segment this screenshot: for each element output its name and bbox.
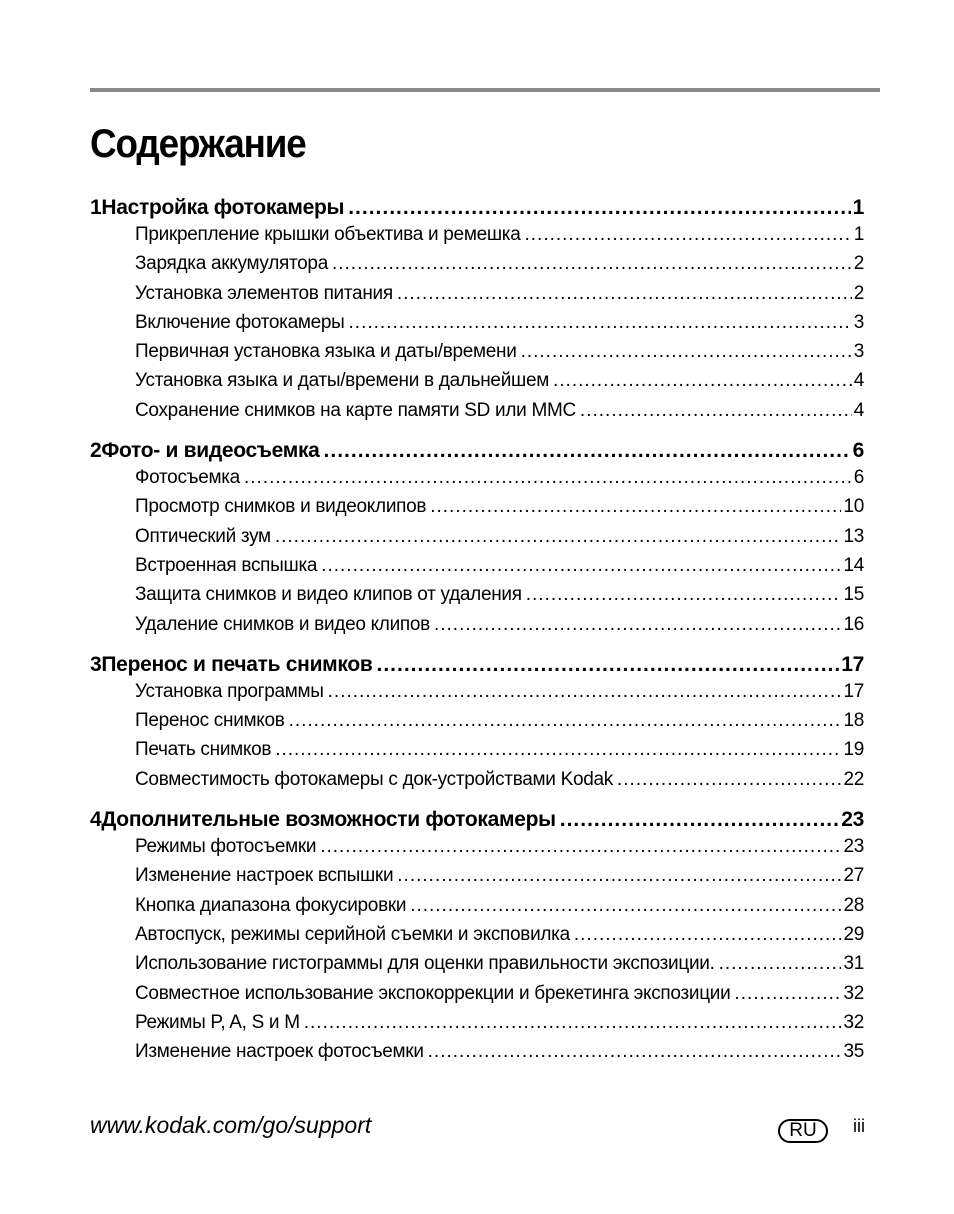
dot-leader [275,739,841,761]
dot-leader [328,681,842,703]
dot-leader [553,370,852,392]
section-page: 1 [852,196,864,219]
dot-leader [349,312,852,334]
toc-item-page: 18 [843,710,864,732]
section-number: 3 [90,652,102,676]
dot-leader [617,769,841,791]
toc-item-label: Удаление снимков и видео клипов [135,613,430,635]
section-number: 1 [90,196,102,219]
toc-item-page: 1 [853,224,864,245]
toc-item-page: 31 [843,953,864,975]
dot-leader [524,224,851,246]
toc-item[interactable] [90,681,864,710]
dot-leader [734,983,841,1005]
toc-item-page: 32 [843,982,864,1004]
toc-section-3 [90,653,864,798]
toc-item-label: Установка программы [135,680,324,702]
toc-item-page: 10 [843,496,864,518]
footer-url-link[interactable]: www.kodak.com/go/support [90,1112,372,1138]
toc-item-page: 2 [853,282,864,304]
section-title: Перенос и печать снимков [101,652,373,676]
toc-item-label: Режимы фотосъемки [135,836,317,858]
toc-item[interactable] [90,555,864,584]
toc-item[interactable] [90,1041,864,1070]
dot-leader [521,341,852,363]
page-number: iii [853,1116,865,1136]
toc-item[interactable] [90,224,864,253]
toc-item-label: Установка элементов питания [135,282,393,304]
dot-leader [376,653,839,677]
toc-item[interactable] [90,739,864,768]
toc-item-page: 3 [853,341,864,363]
dot-leader [574,924,842,946]
toc-item-label: Установка языка и даты/времени в дальнейшем [135,370,549,392]
toc-item-label: Сохранение снимков на карте памяти SD или MMC [135,399,576,421]
toc-item[interactable] [90,769,864,798]
toc-item[interactable] [90,496,864,525]
section-title: Дополнительные возможности фотокамеры [101,808,556,832]
toc-section-4 [90,808,864,1070]
toc-item[interactable] [90,983,864,1012]
toc-item-page: 2 [853,253,864,275]
language-badge: RU [778,1119,828,1143]
dot-leader [410,895,841,917]
toc-item[interactable] [90,614,864,643]
dot-leader [397,865,841,887]
section-title: Настройка фотокамеры [101,196,345,219]
dot-leader [719,953,842,975]
toc-item[interactable] [90,283,864,312]
toc-item-page: 6 [853,467,864,489]
table-of-contents [90,196,864,1080]
toc-item[interactable] [90,253,864,282]
toc-item-label: Печать снимков [135,739,272,761]
toc-section-2 [90,439,864,643]
toc-section-1 [90,196,864,429]
toc-item[interactable] [90,467,864,496]
toc-item-page: 17 [843,680,864,702]
toc-item[interactable] [90,1012,864,1041]
toc-item-label: Встроенная вспышка [135,554,318,576]
toc-item[interactable] [90,865,864,894]
toc-item[interactable] [90,953,864,982]
dot-leader [434,614,842,636]
toc-item-label: Включение фотокамеры [135,311,345,333]
dot-leader [289,710,842,732]
section-number: 4 [90,808,102,832]
toc-item-page: 22 [843,768,864,790]
dot-leader [304,1012,842,1034]
dot-leader [244,467,852,489]
toc-item-page: 32 [843,1011,864,1033]
dot-leader [580,400,852,422]
dot-leader [397,283,852,305]
toc-item[interactable] [90,584,864,613]
toc-item-label: Изменение настроек вспышки [135,865,394,887]
toc-item-page: 4 [853,370,864,392]
top-rule [90,88,880,92]
section-title: Фото- и видеосъемка [101,439,320,463]
toc-item[interactable] [90,924,864,953]
dot-leader [332,253,852,275]
section-number: 2 [90,439,102,463]
toc-item[interactable] [90,400,864,429]
section-page: 17 [841,652,864,676]
toc-item-page: 28 [843,894,864,916]
toc-section-heading[interactable] [90,196,864,224]
toc-item-label: Просмотр снимков и видеоклипов [135,496,427,518]
dot-leader [348,196,850,220]
toc-item-page: 16 [843,613,864,635]
toc-item-page: 19 [843,739,864,761]
toc-section-heading[interactable] [90,439,864,467]
toc-item[interactable] [90,312,864,341]
toc-item-label: Совместимость фотокамеры с док-устройствами Kodak [135,768,613,790]
toc-item-label: Перенос снимков [135,710,285,732]
section-page: 6 [852,439,864,463]
dot-leader [275,526,842,548]
toc-item-label: Первичная установка языка и даты/времени [135,341,517,363]
toc-item[interactable] [90,341,864,370]
toc-item-page: 14 [843,554,864,576]
toc-item-label: Защита снимков и видео клипов от удаления [135,584,522,606]
toc-section-heading[interactable] [90,808,864,836]
toc-item-page: 29 [843,923,864,945]
toc-item-label: Оптический зум [135,525,271,547]
dot-leader [560,808,839,832]
toc-item-page: 15 [843,584,864,606]
toc-item-label: Прикрепление крышки объектива и ремешка [135,224,521,245]
toc-item-label: Кнопка диапазона фокусировки [135,894,407,916]
toc-item-page: 23 [843,836,864,858]
dot-leader [428,1041,842,1063]
toc-item-page: 4 [853,399,864,421]
toc-item[interactable] [90,895,864,924]
toc-item-page: 13 [843,525,864,547]
toc-item-label: Совместное использование экспокоррекции и брекетинга экспозиции [135,982,731,1004]
toc-item-label: Режимы P, A, S и M [135,1011,300,1033]
dot-leader [526,584,842,606]
toc-item[interactable] [90,836,864,865]
toc-item-label: Использование гистограммы для оценки правильности экспозиции. [135,953,715,975]
dot-leader [430,496,841,518]
toc-item-label: Зарядка аккумулятора [135,253,328,275]
toc-item[interactable] [90,526,864,555]
toc-item-page: 35 [843,1041,864,1063]
toc-item-label: Фотосъемка [135,467,240,489]
toc-item-label: Автоспуск, режимы серийной съемки и эксповилка [135,923,570,945]
toc-item[interactable] [90,370,864,399]
toc-section-heading[interactable] [90,653,864,681]
toc-item-page: 27 [843,865,864,887]
dot-leader [324,439,851,463]
toc-item[interactable] [90,710,864,739]
dot-leader [320,836,841,858]
dot-leader [321,555,841,577]
toc-item-label: Изменение настроек фотосъемки [135,1041,424,1063]
page-title: Содержание [90,122,306,166]
section-page: 23 [841,808,864,832]
toc-item-page: 3 [853,311,864,333]
